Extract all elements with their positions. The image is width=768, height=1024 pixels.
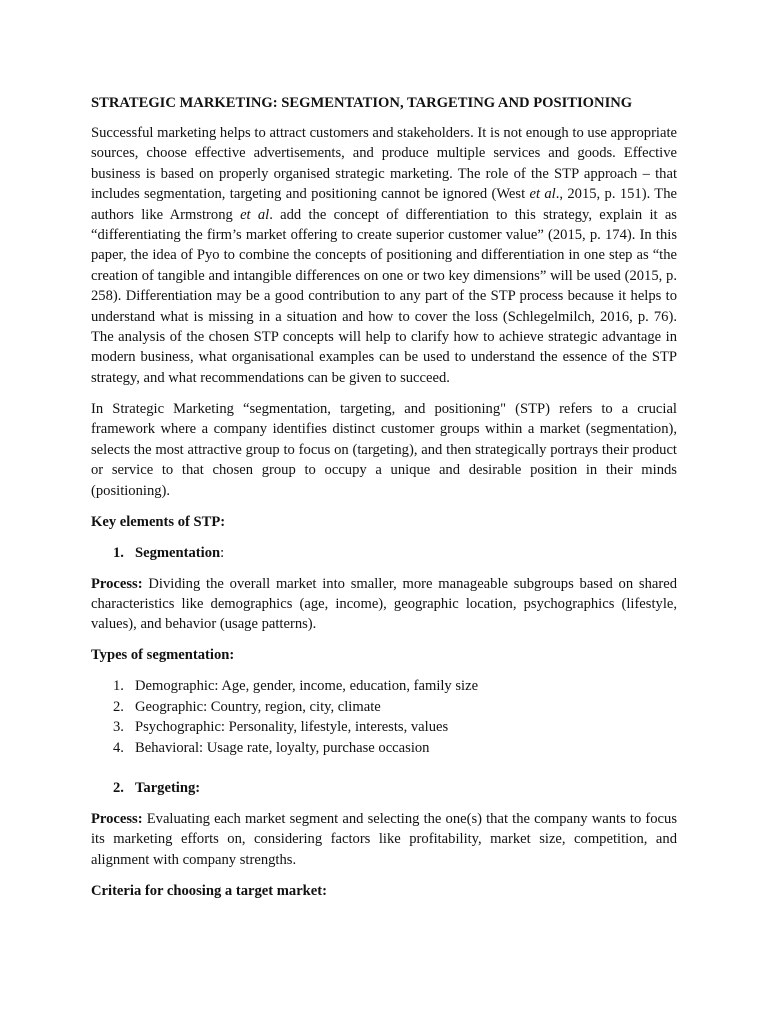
list-item-number: 4. — [113, 739, 124, 756]
segmentation-process-paragraph — [91, 574, 677, 635]
segmentation-process-text: Dividing the overall market into smaller, more manageable subgroups based on shared characteristics like demographics (age, income), geographic location, psychographics (lifestyle, values), and behavior (usage patterns). — [91, 575, 677, 633]
intro-text-2: ., 2015, p. 151). The authors like Armstrong — [91, 186, 677, 223]
intro-text-3: . add the concept of differentiation to this strategy, explain it as “differentiating the firm’s market offering to create superior customer value” (2015, p. 174). In this paper, the idea of Pyo to combine the concepts of positioning and differentiation in one step as “the creation of tangible and intangible differences on one or two key dimensions” will be used (2015, p. 258). Differentiation may be a good contribution to any part of the STP process because it helps to understand what is missing in a situation and how to cover the loss (Schlegelmilch, 2016, p. 76). The analysis of the chosen STP concepts will help to clarify how to achieve strategic advantage in modern business, what organisational examples can be used to understand the essence of the STP strategy, and what recommendations can be given to succeed. — [91, 206, 677, 386]
targeting-process-paragraph — [91, 809, 677, 870]
segmentation-number: 1. — [113, 544, 124, 561]
list-item — [91, 676, 677, 696]
list-item — [91, 717, 677, 737]
segmentation-types-heading: Types of segmentation: — [91, 647, 235, 664]
targeting-number: 2. — [113, 779, 124, 796]
list-item-number: 1. — [113, 678, 124, 695]
intro-emphasis-2: et al — [240, 206, 270, 223]
segmentation-process-label: Process: — [91, 575, 143, 592]
list-item-number: 2. — [113, 698, 124, 715]
intro-paragraph — [91, 123, 677, 388]
key-elements-heading: Key elements of STP: — [91, 513, 226, 530]
list-item-text: Geographic: Country, region, city, climate — [135, 698, 381, 715]
list-item-text: Psychographic: Personality, lifestyle, interests, values — [135, 719, 449, 736]
targeting-label: Targeting: — [135, 779, 201, 796]
list-item — [91, 738, 677, 758]
stp-definition-paragraph: In Strategic Marketing “segmentation, targeting, and positioning" (STP) refers to a crucial framework where a company identifies distinct customer groups within a market (segmentation), selects the most attractive group to focus on (targeting), and then strategically portrays their product or service to that chosen group to occupy a unique and desirable position in their minds (positioning). — [91, 400, 677, 499]
intro-text-1: Successful marketing helps to attract customers and stakeholders. It is not enough to use appropriate sources, choose effective advertisements, and produce multiple services and goods. Effective business is based on properly organised strategic marketing. The role of the STP approach – that includes segmentation, targeting and positioning cannot be ignored (West — [91, 125, 677, 203]
list-item — [91, 697, 677, 717]
target-criteria-heading: Criteria for choosing a target market: — [91, 882, 327, 899]
segmentation-label: Segmentation — [135, 544, 221, 561]
list-item-text: Behavioral: Usage rate, loyalty, purchase occasion — [135, 739, 430, 756]
segmentation-heading — [91, 543, 677, 563]
document-title: STRATEGIC MARKETING: SEGMENTATION, TARGETING AND POSITIONING — [91, 95, 633, 111]
intro-emphasis-1: et al — [529, 186, 556, 203]
list-item-number: 3. — [113, 719, 124, 736]
segmentation-colon: : — [220, 544, 225, 561]
targeting-process-label: Process: — [91, 810, 143, 827]
segmentation-types-list — [91, 676, 677, 758]
list-item-text: Demographic: Age, gender, income, education, family size — [135, 678, 479, 695]
targeting-heading — [91, 778, 677, 798]
targeting-process-text: Evaluating each market segment and selecting the one(s) that the company wants to focus its marketing efforts on, considering factors like profitability, market size, competition, and alignment with company strengths. — [91, 810, 677, 868]
